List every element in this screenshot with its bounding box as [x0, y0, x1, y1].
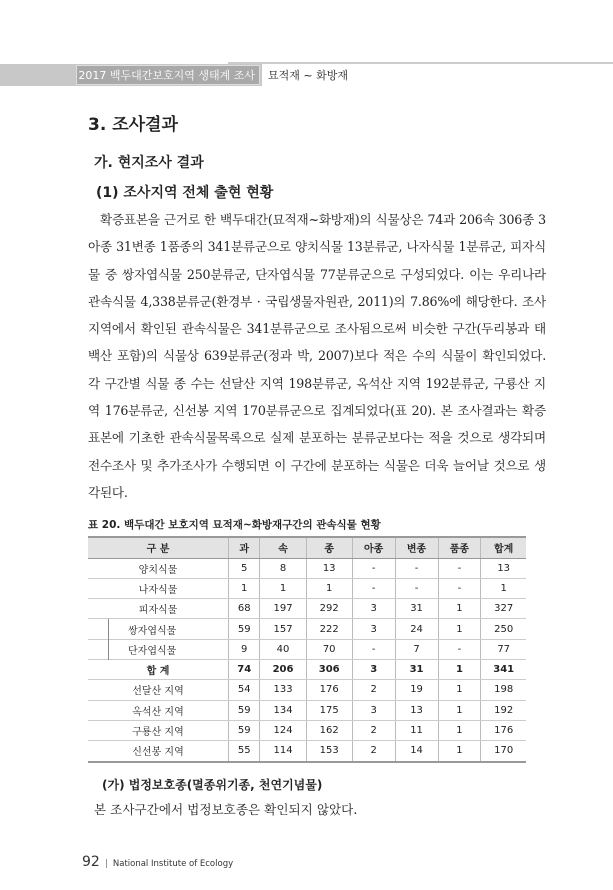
table-cell: 7	[395, 639, 438, 659]
table-cell: 2	[352, 741, 395, 762]
table-cell: 13	[481, 558, 526, 578]
table-cell: 59	[229, 720, 260, 740]
table-row	[88, 720, 526, 740]
table-row	[88, 741, 526, 762]
table-cell: 192	[481, 700, 526, 720]
table-cell: -	[395, 578, 438, 598]
table-row	[88, 558, 526, 578]
table-cell: 176	[306, 680, 352, 700]
table-cell: 68	[229, 599, 260, 619]
table-cell: 1	[438, 741, 481, 762]
table-cell: 54	[229, 680, 260, 700]
row-label: 옥석산 지역	[88, 700, 229, 720]
table-cell: 153	[306, 741, 352, 762]
table-cell: 1	[438, 720, 481, 740]
table-row	[88, 619, 526, 639]
table-row	[88, 578, 526, 598]
row-label: 양치식물	[88, 558, 229, 578]
table-cell: 1	[438, 700, 481, 720]
table-cell: 170	[481, 741, 526, 762]
row-label: 선달산 지역	[88, 680, 229, 700]
column-header: 종	[306, 537, 352, 558]
table-cell: -	[352, 558, 395, 578]
table-cell: 1	[481, 578, 526, 598]
table-cell: 306	[306, 660, 352, 680]
page-header	[0, 0, 613, 86]
table-cell: 198	[481, 680, 526, 700]
column-header: 품종	[438, 537, 481, 558]
page-footer	[82, 851, 546, 890]
table-cell: 77	[481, 639, 526, 659]
table-cell: 292	[306, 599, 352, 619]
table-row	[88, 599, 526, 619]
table-cell: 13	[306, 558, 352, 578]
table-cell: 3	[352, 619, 395, 639]
table-cell: 3	[352, 599, 395, 619]
protected-species-heading: (가) 법정보호종(멸종위기종, 천연기념물)	[102, 777, 323, 792]
table-cell: 3	[352, 700, 395, 720]
table-cell: 19	[395, 680, 438, 700]
subsection-heading: 가. 현지조사 결과	[94, 155, 204, 171]
column-header: 합계	[481, 537, 526, 558]
table-cell: -	[438, 639, 481, 659]
table-cell: -	[438, 558, 481, 578]
footer-separator: |	[104, 858, 108, 869]
column-header: 아종	[352, 537, 395, 558]
table-cell: 9	[229, 639, 260, 659]
table-cell: 55	[229, 741, 260, 762]
row-label: 피자식물	[88, 599, 229, 619]
table-cell: 3	[352, 660, 395, 680]
table-cell: 2	[352, 720, 395, 740]
institution-name: National Institute of Ecology	[112, 858, 234, 869]
column-header: 속	[260, 537, 306, 558]
body-paragraph: 확증표본을 근거로 한 백두대간(묘적재~화방재)의 식물상은 74과 206속 306종 3아종 31변종 1품종의 341분류군으로 양치식물 13분류군, 나자식물 1분류군, 피자식물 중 쌍자엽식물 250분류군, 단자엽식물 77분류군으로 구성되었다. 이는 우리나라 관속식물 4,338분류군(환경부 · 국립생물자원관, 2011)의 7.86%에 해당한다. 조사지역에서 확인된 관속식물은 341분류군으로 조사됨으로써 비슷한 구간(두리봉과 태백산 포함)의 식물상 639분류군(정과 박, 2007)보다 적은 수의 식물이 확인되었다. 각 구간별 식물 종 수는 선달산 지역 198분류군, 옥석산 지역 192분류군, 구룡산 지역 176분류군, 신선봉 지역 170분류군으로 집계되었다(표 20). 본 조사결과는 확증표본에 기초한 관속식물목록으로 실제 분포하는 분류군보다는 적을 것으로 생각되며 전수조사 및 추가조사가 수행되면 이 구간에 분포하는 식물은 더욱 늘어날 것으로 생각된다.	[88, 212, 546, 500]
table-cell: 341	[481, 660, 526, 680]
table-cell: 222	[306, 619, 352, 639]
table-cell: 327	[481, 599, 526, 619]
table-cell: -	[352, 578, 395, 598]
table-cell: 24	[395, 619, 438, 639]
row-label: 구룡산 지역	[88, 720, 229, 740]
table-cell: 1	[438, 680, 481, 700]
table-cell: 2	[352, 680, 395, 700]
table-header-row	[88, 537, 526, 558]
table-cell: 59	[229, 619, 260, 639]
table-cell: 1	[229, 578, 260, 598]
table-cell: 1	[438, 619, 481, 639]
header-section: 묘적재 ~ 화방재	[268, 69, 348, 82]
table-cell: 1	[438, 660, 481, 680]
table-cell: 8	[260, 558, 306, 578]
table-cell: -	[438, 578, 481, 598]
column-header: 과	[229, 537, 260, 558]
table-cell: 40	[260, 639, 306, 659]
section-heading: 3. 조사결과	[88, 115, 178, 135]
header-title: 2017 백두대간보호지역 생태계 조사	[76, 65, 260, 85]
page-number: 92	[82, 853, 100, 870]
row-label: 합 계	[88, 660, 229, 680]
table-cell: 31	[395, 599, 438, 619]
column-header: 변종	[395, 537, 438, 558]
table-cell: 176	[481, 720, 526, 740]
table-cell: 197	[260, 599, 306, 619]
table-cell: 250	[481, 619, 526, 639]
row-label: 쌍자엽식물	[88, 619, 229, 639]
protected-species-paragraph: 본 조사구간에서 법정보호종은 확인되지 않았다.	[94, 801, 358, 817]
table-cell: 1	[438, 599, 481, 619]
table-cell: 31	[395, 660, 438, 680]
table-cell: 157	[260, 619, 306, 639]
header-rule	[228, 62, 613, 64]
table-caption: 표 20. 백두대간 보호지역 묘적재~화방재구간의 관속식물 현황	[88, 519, 381, 532]
table-cell: -	[395, 558, 438, 578]
subsubsection-heading: (1) 조사지역 전체 출현 현황	[96, 185, 274, 201]
table-cell: 175	[306, 700, 352, 720]
column-header: 구 분	[88, 537, 229, 558]
table-row	[88, 680, 526, 700]
table-cell: 133	[260, 680, 306, 700]
table-cell: 11	[395, 720, 438, 740]
table-row	[88, 660, 526, 680]
table-row	[88, 700, 526, 720]
table-cell: 59	[229, 700, 260, 720]
row-label: 나자식물	[88, 578, 229, 598]
table-cell: 206	[260, 660, 306, 680]
table-cell: 70	[306, 639, 352, 659]
table-cell: 5	[229, 558, 260, 578]
vascular-plants-table	[88, 536, 526, 762]
table-cell: 134	[260, 700, 306, 720]
page-content	[82, 114, 546, 890]
table-cell: 14	[395, 741, 438, 762]
table-cell: 1	[260, 578, 306, 598]
table-cell: 162	[306, 720, 352, 740]
table-cell: -	[352, 639, 395, 659]
row-label: 단자엽식물	[88, 639, 229, 659]
table-cell: 114	[260, 741, 306, 762]
row-label: 신선봉 지역	[88, 741, 229, 762]
table-cell: 74	[229, 660, 260, 680]
table-cell: 1	[306, 578, 352, 598]
table-cell: 13	[395, 700, 438, 720]
table-row	[88, 639, 526, 659]
table-cell: 124	[260, 720, 306, 740]
